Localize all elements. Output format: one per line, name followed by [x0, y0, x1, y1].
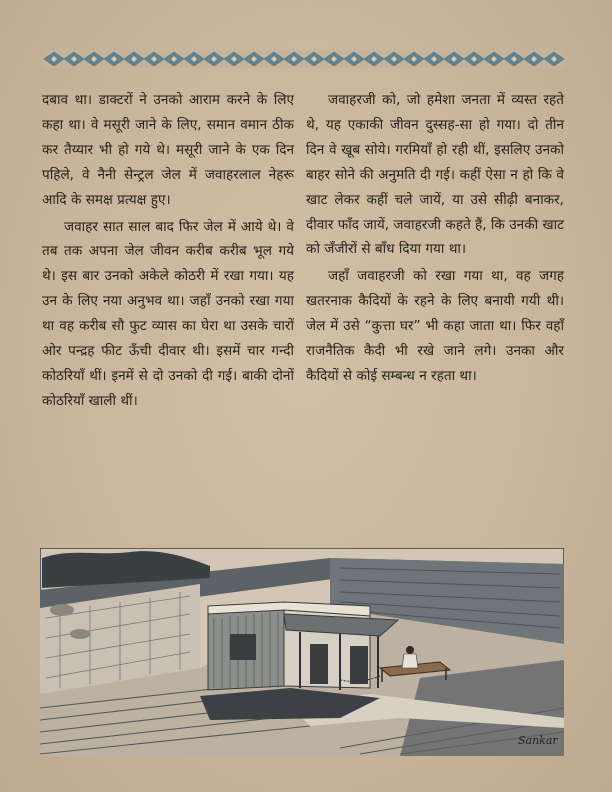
right-paragraph-1: जवाहरजी को, जो हमेशा जनता में व्यस्त रहते थे, यह एकाकी जीवन दुस्सह-सा हो गया। दो तीन दिन वे खूब सोये। गरमियाँ हो रही थीं, इसलिए उनको बाहर सोने की अनुमति दी गई। कहीं ऐसा न हो कि वे खाट लेकर कहीं चले जायें, या उसे सीढ़ी बनाकर, दीवार फाँद जायें, जवाहरजी कहते हैं, कि उनकी खाट को जँजीरों से बाँध दिया गया था।	[306, 92, 564, 258]
right-paragraph-2: जहाँ जवाहरजी को रखा गया था, वह जगह खतरनाक कैदियों के रहने के लिए बनायी गयी थी। जेल में उसे “कुत्ता घर” भी कहा जाता था। फिर वहाँ राजनैतिक कैदी भी रखे जाने लगे। उनका और कैदियों से कोई सम्बन्ध न रहता था।	[306, 268, 564, 384]
decorative-border	[44, 50, 564, 68]
left-column	[42, 88, 294, 414]
artist-signature: Sankar	[518, 734, 558, 747]
left-paragraph-1: दबाव था। डाक्टरों ने उनको आराम करने के लिए कहा था। वे मसूरी जाने के लिए, समान वमान ठीक कर तैय्यार भी हो गये थे। मसूरी जाने के एक दिन पहिले, वे नैनी सेन्ट्रल जेल में जवाहरलाल नेहरू आदि के समक्ष प्रत्यक्ष हुए।	[42, 92, 294, 208]
left-paragraph-2: जवाहर सात साल बाद फिर जेल में आये थे। वे तब तक अपना जेल जीवन करीब करीब भूल गये थे। इस बार उनको अकेले कोठरी में रखा गया। यह उन के लिए नया अनुभव था। जहाँ उनको रखा गया था वह करीब सौ फुट व्यास का घेरा था उसके चारों ओर पन्द्रह फीट ऊँची दीवार थी। इसमें चार गन्दी कोठरियाँ थीं। इनमें से दो उनको दी गई। बाकी दोनों कोठरियाँ खाली थीं।	[42, 218, 294, 409]
jail-yard-illustration	[40, 548, 564, 756]
right-column	[306, 88, 564, 389]
